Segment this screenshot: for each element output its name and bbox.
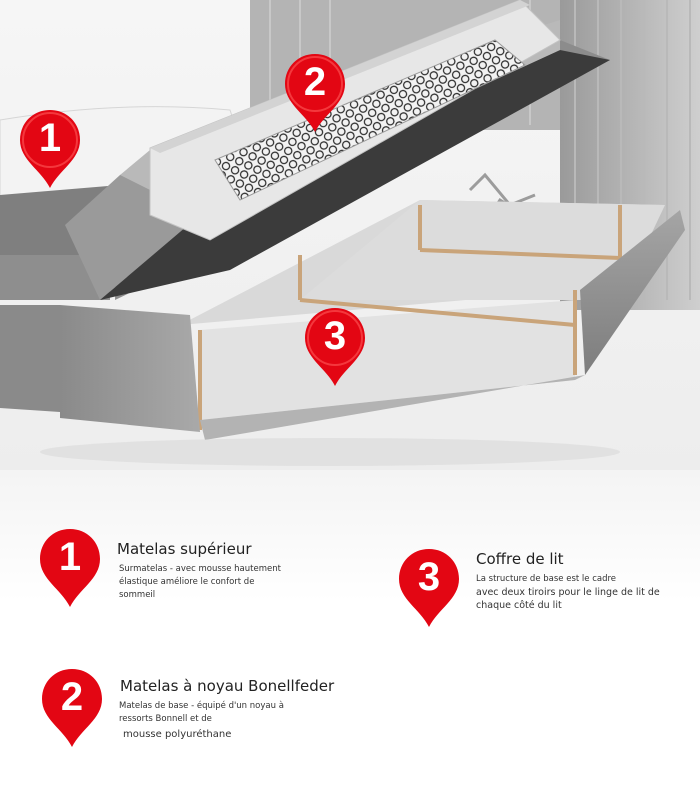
legend-item-2-title: Matelas à noyau Bonellfeder: [120, 677, 335, 695]
legend-item-3-title: Coffre de lit: [476, 550, 564, 568]
marker-1: [17, 108, 83, 190]
legend-marker-3: [396, 547, 462, 629]
legend-marker-2: [39, 667, 105, 749]
marker-3-number: 3: [323, 314, 347, 358]
description-line: sommeil: [119, 590, 156, 600]
marker-2: [282, 52, 348, 134]
description-line: Matelas de base - équipé d'un noyau à: [119, 701, 284, 711]
legend-marker-1: [37, 527, 103, 609]
floor-shadow: [40, 438, 620, 466]
marker-1-number: 1: [38, 116, 62, 160]
marker-2-number: 2: [303, 60, 327, 104]
legend: [0, 470, 700, 800]
description-line: La structure de base est le cadre: [476, 574, 617, 584]
legend-item-2-description: [119, 700, 284, 741]
legend-marker-2-number: 2: [60, 675, 84, 719]
description-line: ressorts Bonnell et de: [119, 714, 212, 724]
legend-item-1-description: [119, 563, 281, 602]
description-line: mousse polyuréthane: [123, 729, 232, 740]
description-line: avec deux tiroirs pour le linge de lit de: [476, 587, 660, 598]
description-line: chaque côté du lit: [476, 600, 562, 611]
legend-item-1-title: Matelas supérieur: [117, 540, 252, 558]
legend-marker-3-number: 3: [417, 555, 441, 599]
legend-marker-1-number: 1: [58, 535, 82, 579]
marker-3: [302, 306, 368, 388]
description-line: élastique améliore le confort de: [119, 577, 255, 587]
legend-item-3-description: [476, 573, 660, 612]
description-line: Surmatelas - avec mousse hautement: [119, 564, 281, 574]
